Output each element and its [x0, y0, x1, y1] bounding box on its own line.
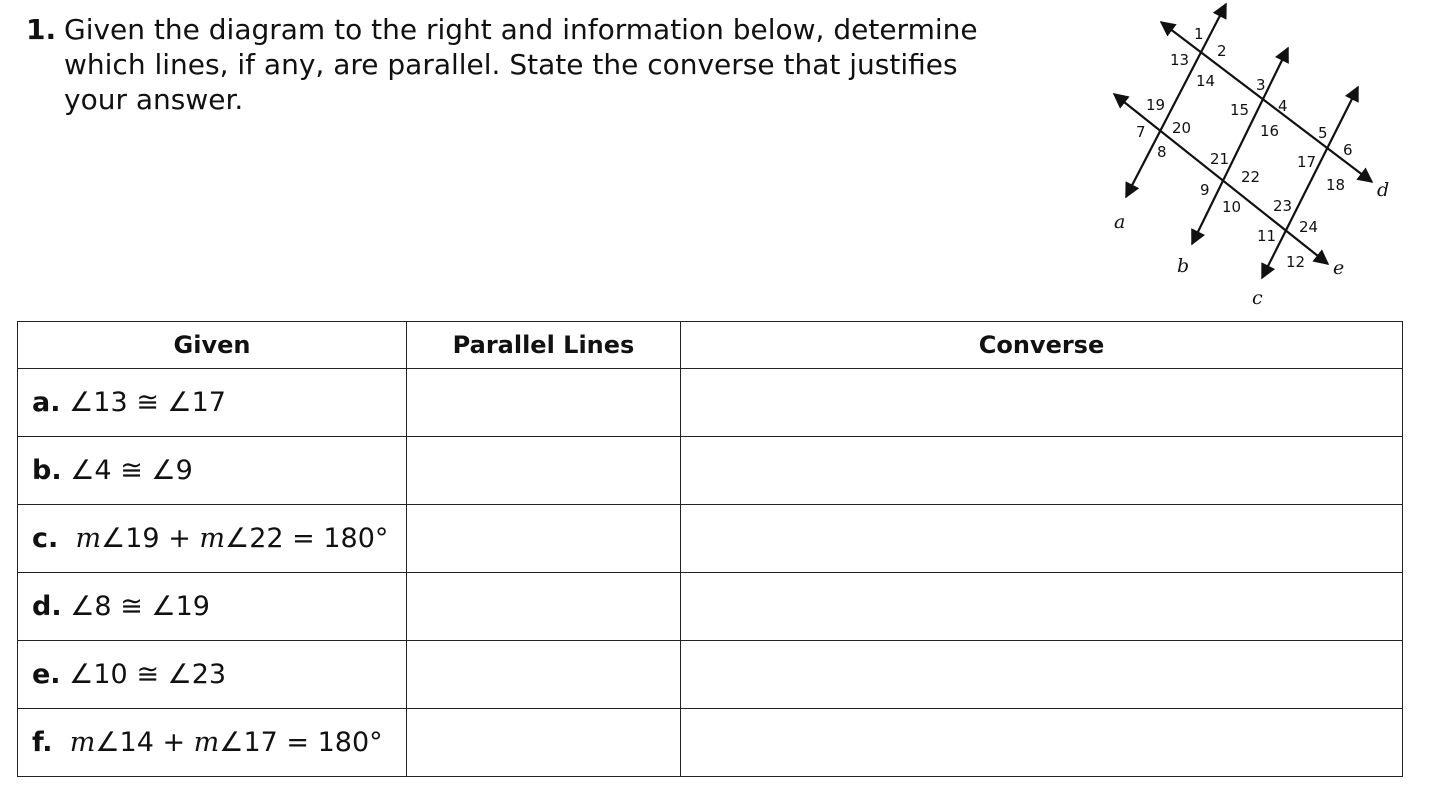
given-cell: [18, 641, 407, 709]
line-e: [1114, 94, 1328, 264]
row-label: b.: [32, 455, 62, 486]
angle-label-13: 13: [1170, 51, 1190, 69]
parallel-lines-cell[interactable]: [407, 709, 681, 777]
line-label-d: d: [1377, 179, 1390, 201]
line-label-c: c: [1252, 287, 1263, 309]
angle-label-22: 22: [1241, 168, 1261, 186]
line-label-a: a: [1114, 211, 1126, 233]
table-row: [18, 641, 1403, 709]
parallel-lines-cell[interactable]: [407, 641, 681, 709]
angle-label-10: 10: [1222, 198, 1242, 216]
angle-label-3: 3: [1256, 76, 1266, 94]
angle-label-23: 23: [1273, 197, 1293, 215]
table-row: [18, 709, 1403, 777]
table-row: [18, 573, 1403, 641]
given-cell: [18, 505, 407, 573]
problem-text: Given the diagram to the right and information below, determine which lines, if any, are parallel. State the converse that justifies your answer.: [64, 13, 978, 116]
measure-symbol: m: [193, 727, 220, 758]
given-statement: ∠8 ≅ ∠19: [70, 591, 210, 622]
angle-label-15: 15: [1230, 101, 1250, 119]
table-header-row: [18, 322, 1403, 369]
parallel-lines-cell[interactable]: [407, 437, 681, 505]
row-label: e.: [32, 659, 61, 690]
problem-statement: [26, 12, 1016, 117]
converse-cell[interactable]: [681, 437, 1403, 505]
given-statement: ∠10 ≅ ∠23: [69, 659, 227, 690]
angle-label-1: 1: [1194, 25, 1204, 43]
angle-label-18: 18: [1326, 176, 1346, 194]
given-cell: [18, 437, 407, 505]
angle-label-16: 16: [1260, 122, 1280, 140]
given-statement: ∠19 +: [101, 523, 200, 554]
given-cell: [18, 369, 407, 437]
row-label: c.: [32, 523, 59, 554]
line-label-b: b: [1177, 255, 1190, 277]
parallel-lines-cell[interactable]: [407, 505, 681, 573]
measure-symbol: m: [69, 727, 96, 758]
angle-label-17: 17: [1297, 153, 1317, 171]
angle-label-11: 11: [1257, 227, 1277, 245]
given-statement: ∠14 +: [95, 727, 194, 758]
answer-table: [17, 321, 1403, 777]
given-statement: ∠17 = 180°: [219, 727, 383, 758]
angle-label-2: 2: [1217, 42, 1227, 60]
given-statement: ∠22 = 180°: [225, 523, 389, 554]
angle-label-24: 24: [1299, 218, 1319, 236]
table-row: [18, 369, 1403, 437]
angle-label-8: 8: [1157, 143, 1167, 161]
angle-label-4: 4: [1278, 97, 1288, 115]
converse-cell[interactable]: [681, 369, 1403, 437]
header-parallel-lines: Parallel Lines: [407, 322, 681, 369]
line-d: [1161, 22, 1372, 182]
angle-label-20: 20: [1172, 119, 1192, 137]
converse-cell[interactable]: [681, 573, 1403, 641]
header-converse: Converse: [681, 322, 1403, 369]
angle-label-21: 21: [1210, 150, 1230, 168]
table-row: [18, 505, 1403, 573]
given-cell: [18, 709, 407, 777]
table-row: [18, 437, 1403, 505]
measure-symbol: m: [75, 523, 102, 554]
converse-cell[interactable]: [681, 641, 1403, 709]
angle-label-7: 7: [1136, 123, 1146, 141]
header-given: Given: [18, 322, 407, 369]
parallel-lines-cell[interactable]: [407, 369, 681, 437]
problem-number: 1.: [26, 13, 57, 46]
converse-cell[interactable]: [681, 505, 1403, 573]
row-label: a.: [32, 387, 61, 418]
angle-label-12: 12: [1286, 253, 1306, 271]
angle-label-9: 9: [1200, 181, 1210, 199]
row-label: f.: [32, 727, 53, 758]
converse-cell[interactable]: [681, 709, 1403, 777]
line-label-e: e: [1333, 257, 1345, 279]
given-statement: ∠4 ≅ ∠9: [70, 455, 193, 486]
given-cell: [18, 573, 407, 641]
measure-symbol: m: [199, 523, 226, 554]
transversal-diagram: [1090, 0, 1420, 310]
angle-label-5: 5: [1318, 124, 1328, 142]
angle-label-14: 14: [1196, 72, 1216, 90]
given-statement: ∠13 ≅ ∠17: [69, 387, 226, 418]
angle-label-19: 19: [1146, 96, 1166, 114]
row-label: d.: [32, 591, 62, 622]
parallel-lines-cell[interactable]: [407, 573, 681, 641]
angle-label-6: 6: [1343, 141, 1353, 159]
